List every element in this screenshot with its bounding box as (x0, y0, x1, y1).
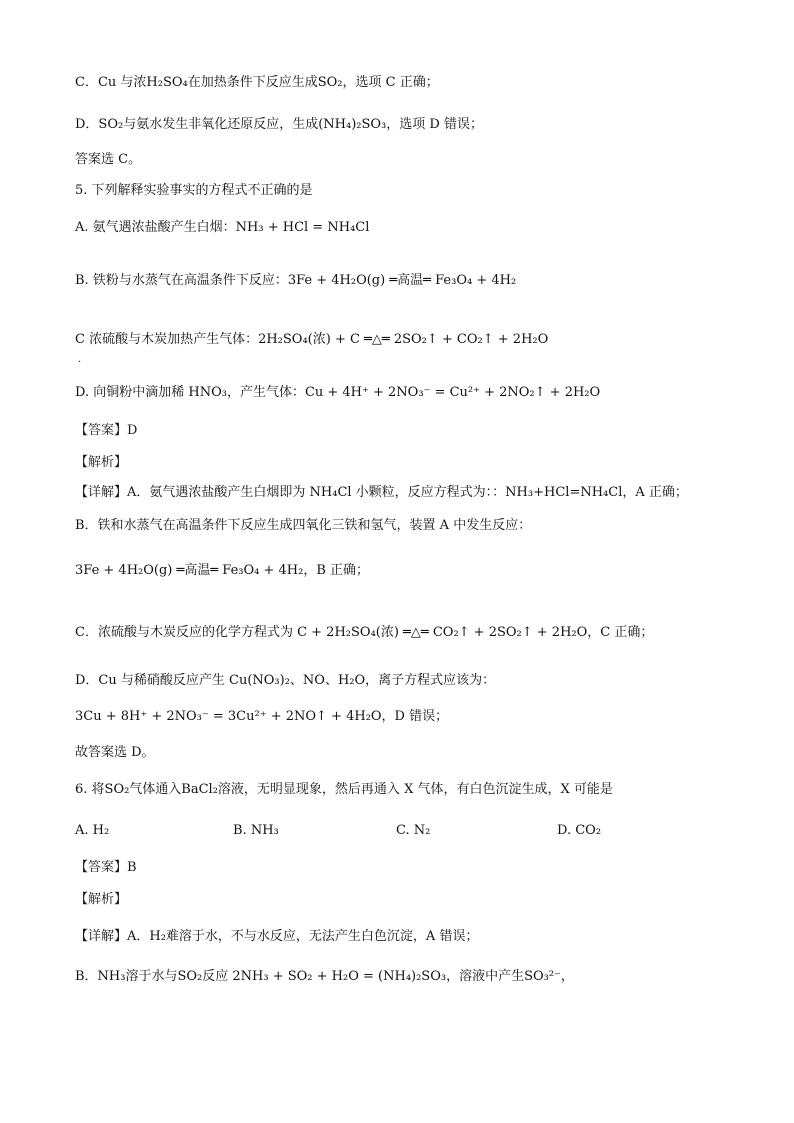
q6-option-a: A. H₂ (75, 823, 110, 838)
q5-detail-c: C．浓硫酸与木炭反应的化学方程式为 C + 2H₂SO₄(浓) ═△═ CO₂↑ + 2SO₂↑ + 2H₂O，C 正确； (75, 625, 654, 640)
q5-answer: 【答案】D (75, 423, 138, 438)
question-6-stem: 6. 将SO₂气体通入BaCl₂溶液，无明显现象，然后再通入 X 气体，有白色沉淀生成，X 可能是 (75, 782, 613, 797)
q5-option-d: D. 向铜粉中滴加稀 HNO₃，产生气体：Cu + 4H⁺ + 2NO₃⁻ = Cu²⁺ + 2NO₂↑ + 2H₂O (75, 385, 601, 400)
q5-option-a: A. 氨气遇浓盐酸产生白烟：NH₃ + HCl = NH₄Cl (75, 220, 370, 235)
answer-choose-c: 答案选 C。 (75, 152, 142, 167)
question-5-stem: 5. 下列解释实验事实的方程式不正确的是 (75, 183, 313, 198)
bullet-dot: · (78, 357, 82, 368)
q5-conclusion: 故答案选 D。 (75, 745, 155, 760)
q5-detail-b-eq: 3Fe + 4H₂O(g) ═高温═ Fe₃O₄ + 4H₂，B 正确； (75, 563, 370, 578)
q6-detail-a: 【详解】A．H₂难溶于水，不与水反应，无法产生白色沉淀，A 错误； (75, 929, 479, 944)
q6-answer: 【答案】B (75, 860, 137, 875)
q5-option-b: B. 铁粉与水蒸气在高温条件下反应：3Fe + 4H₂O(g) ═高温═ Fe₃O₄ + 4H₂ (75, 273, 517, 288)
q6-analysis: 【解析】 (75, 892, 128, 907)
q5-detail-b: B．铁和水蒸气在高温条件下反应生成四氧化三铁和氢气，装置 A 中发生反应： (75, 518, 532, 533)
q5-option-c: C 浓硫酸与木炭加热产生气体：2H₂SO₄(浓) + C ═△═ 2SO₂↑ + CO₂↑ + 2H₂O (75, 332, 549, 347)
line-c-cu: C．Cu 与浓H₂SO₄在加热条件下反应生成SO₂，选项 C 正确； (75, 75, 439, 90)
q5-detail-a: 【详解】A．氨气遇浓盐酸产生白烟即为 NH₄Cl 小颗粒，反应方程式为：：NH₃+HCl=NH₄Cl，A 正确； (75, 485, 688, 500)
q6-option-d: D. CO₂ (557, 823, 602, 838)
q6-option-c: C. N₂ (396, 823, 431, 838)
q6-detail-b: B．NH₃溶于水与SO₂反应 2NH₃ + SO₂ + H₂O = (NH₄)₂SO₃，溶液中产生SO₃²⁻， (75, 969, 574, 984)
q5-analysis: 【解析】 (75, 455, 128, 470)
q5-detail-d-eq: 3Cu + 8H⁺ + 2NO₃⁻ = 3Cu²⁺ + 2NO↑ + 4H₂O，D 错误； (75, 709, 449, 724)
q6-option-b: B. NH₃ (233, 823, 279, 838)
q5-detail-d: D．Cu 与稀硝酸反应产生 Cu(NO₃)₂、NO、H₂O，离子方程式应该为： (75, 673, 496, 688)
line-d-so2: D．SO₂与氨水发生非氧化还原反应，生成(NH₄)₂SO₃，选项 D 错误； (75, 117, 483, 132)
